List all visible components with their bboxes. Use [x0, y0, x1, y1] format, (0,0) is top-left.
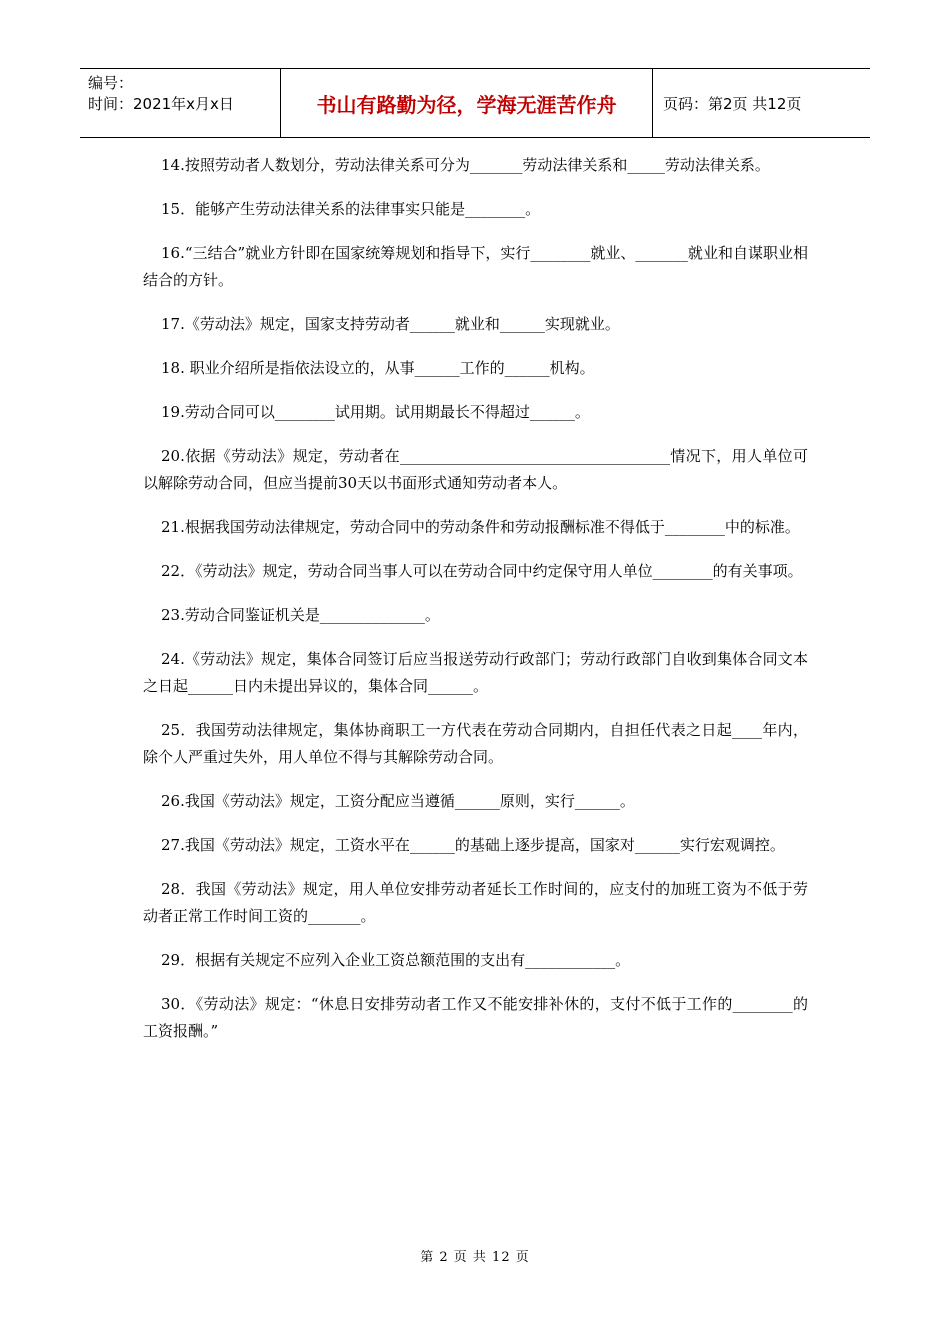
question-18: 18. 职业介绍所是指依法设立的，从事______工作的______机构。 [161, 359, 595, 377]
header-meta [80, 69, 281, 137]
question-27: 27.我国《劳动法》规定，工资水平在______的基础上逐步提高，国家对______实行宏观调控。 [161, 836, 785, 854]
question-23: 23.劳动合同鉴证机关是______________。 [161, 606, 440, 624]
question-22: 22．《劳动法》规定，劳动合同当事人可以在劳动合同中约定保守用人单位________的有关事项。 [161, 562, 803, 580]
question-16: 16.“三结合”就业方针即在国家统筹规划和指导下，实行________就业、_______就业和自谋职业相结合的方针。 [143, 244, 808, 289]
question-29: 29．根据有关规定不应列入企业工资总额范围的支出有____________。 [161, 951, 631, 969]
question-19: 19.劳动合同可以________试用期。试用期最长不得超过______。 [161, 403, 590, 421]
question-17: 17.《劳动法》规定，国家支持劳动者______就业和______实现就业。 [161, 315, 620, 333]
date-label: 时间：2021年x月x日 [88, 95, 234, 113]
page-footer: 第 2 页 共 12 页 [420, 1250, 530, 1265]
question-25: 25．我国劳动法律规定，集体协商职工一方代表在劳动合同期内，自担任代表之日起____年内，除个人严重过失外，用人单位不得与其解除劳动合同。 [143, 721, 808, 766]
question-14: 14.按照劳动者人数划分，劳动法律关系可分为_______劳动法律关系和_____劳动法律关系。 [161, 156, 770, 174]
question-15: 15．能够产生劳动法律关系的法律事实只能是________。 [161, 200, 541, 218]
page-header [80, 68, 870, 138]
header-motto: 书山有路勤为径，学海无涯苦作舟 [281, 69, 653, 137]
header-page-code: 页码：第2页 共12页 [663, 94, 802, 113]
question-21: 21.根据我国劳动法律规定，劳动合同中的劳动条件和劳动报酬标准不得低于________中的标准。 [161, 518, 800, 536]
question-30: 30．《劳动法》规定：“休息日安排劳动者工作又不能安排补休的，支付不低于工作的________的工资报酬。” [143, 995, 808, 1040]
question-28: 28．我国《劳动法》规定，用人单位安排劳动者延长工作时间的，应支付的加班工资为不低于劳动者正常工作时间工资的_______。 [143, 880, 808, 925]
serial-label: 编号： [88, 74, 134, 92]
question-24: 24.《劳动法》规定，集体合同签订后应当报送劳动行政部门；劳动行政部门自收到集体合同文本之日起______日内未提出异议的，集体合同______。 [143, 650, 808, 695]
question-20: 20.依据《劳动法》规定，劳动者在____________________________________情况下，用人单位可以解除劳动合同，但应当提前30天以书面形式通知劳动者本人。 [143, 447, 808, 492]
question-list [143, 152, 808, 1062]
question-26: 26.我国《劳动法》规定，工资分配应当遵循______原则，实行______。 [161, 792, 635, 810]
